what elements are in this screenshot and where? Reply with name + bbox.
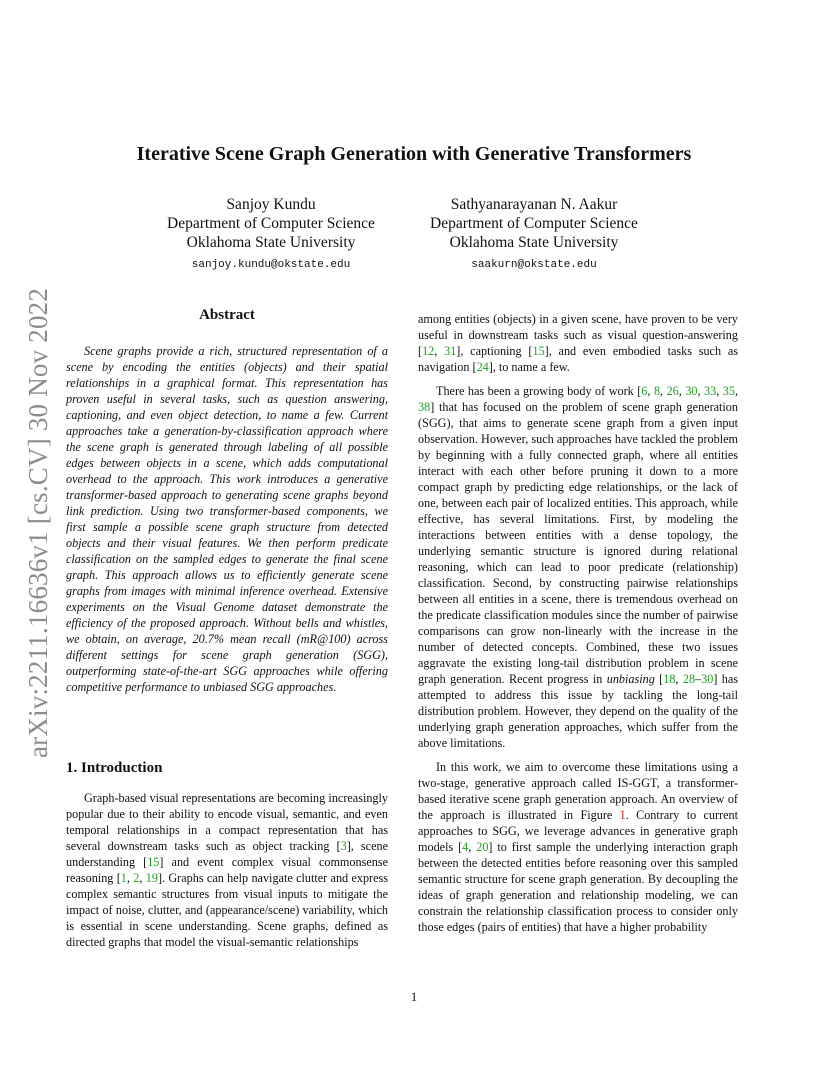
intro-paragraph-left: Graph-based visual representations are becoming increasingly popular due to their ability to encode visual, semantic, and even temporal relationships in a compact representation that has several downstream tasks such as object tracking [3], scene understanding [15] and event complex visual commonsense reasoning [1, 2, 19]. Graphs can help navigate clutter and express complex semantic structures from visual inputs to mitigate the impact of noise, clutter, and (appearance/scene) variability, which is essential in scene understanding. Scene graphs, defined as directed graphs that model the visual-semantic relationships [66, 791, 389, 949]
abstract-text: Scene graphs provide a rich, structured representation of a scene by encoding the entities (objects) and their spatial relationships in a graphical format. This representation has proven useful in several tasks, such as question answering, captioning, and even object detection, to name a few. Current approaches take a generation-by-classification approach where the scene graph is generated through labeling of all possible edges between objects in a scene, which adds computational overhead to the approach. This work introduces a generative transformer-based approach to generating scene graphs beyond link prediction. Using two transformer-based components, we first sample a possible scene graph structure from detected objects and their visual features. We then perform predicate classification on the sampled edges to generate the final scene graph. This approach allows us to efficiently generate scene graphs from images with minimal inference overhead. Extensive experiments on the Visual Genome dataset demonstrate the efficiency of the proposed approach. Without bells and whistles, we obtain, on average, 20.7% mean recall (mR@100) across different settings for scene graph generation (SGG), outperforming state-of-the-art SGG approaches while offering competitive performance to unbiased SGG approaches. [66, 344, 388, 694]
author-block-1 [131, 195, 411, 272]
right-column [418, 311, 738, 943]
author-department: Department of Computer Science [430, 215, 638, 232]
citation-link[interactable]: 2 [133, 871, 140, 885]
citation-link[interactable]: 1 [120, 871, 127, 885]
author-name: Sanjoy Kundu [226, 196, 316, 213]
citation-link[interactable]: 8 [653, 384, 661, 398]
author-email[interactable]: saakurn@okstate.edu [471, 259, 597, 271]
author-block-2 [394, 195, 674, 272]
citation-link[interactable]: 35 [722, 384, 735, 398]
author-name: Sathyanarayanan N. Aakur [450, 196, 618, 213]
citation-link[interactable]: 15 [532, 344, 545, 358]
citation-link[interactable]: 15 [147, 855, 160, 869]
citation-link[interactable]: 30 [685, 384, 698, 398]
author-department: Department of Computer Science [167, 215, 375, 232]
citation-link[interactable]: 33 [704, 384, 717, 398]
citation-link[interactable]: 30 [701, 672, 714, 686]
abstract-heading: Abstract [199, 307, 255, 323]
citation-link[interactable]: 4 [462, 840, 469, 854]
author-email[interactable]: sanjoy.kundu@okstate.edu [191, 259, 351, 271]
citation-link[interactable]: 12 [422, 344, 435, 358]
intro-paragraph: In this work, we aim to overcome these limitations using a two-stage, generative approach called IS-GGT, a transformer-based iterative scene graph generation approach. An overview of the approach is illustrated in Figure 1. Contrary to current approaches to SGG, we leverage advances in generative graph models [4, 20] to first sample the underlying interaction graph between the detected entities before reasoning over this sampled semantic structure for scene graph generation. By decoupling the ideas of graph generation and relationship modeling, we can constrain the relationship classification process to consider only those edges (pairs of entities) that have a higher probability [418, 760, 739, 934]
citation-link[interactable]: 20 [476, 840, 489, 854]
citation-link[interactable]: 3 [340, 839, 347, 853]
author-university: Oklahoma State University [186, 234, 356, 251]
intro-paragraph: There has been a growing body of work [6, 8, 26, 30, 33, 35, 38] that has focused on the problem of scene graph generation (SGG), that aims to generate scene graph from a given input observation. However, such approaches have tackled the problem by beginning with a fully connected graph, where all entities interact with each other before pruning it down to a more compact graph by predicting edge relationships, or the lack of one, between each pair of localized entities. This approach, while effective, has several limitations. First, by modeling the interactions between entities with a dense topology, the underlying semantic structure is ignored during relational reasoning, which can lead to poor predicate (relationship) classification. Second, by constructing pairwise relationships between all entities in a scene, there is tremendous overhead on the predicate classification modules since the number of pairwise comparisons can grow non-linearly with the increase in the number of detected concepts. Combined, these two issues aggravate the existing long-tail distribution problem in scene graph generation. Recent progress in unbiasing [18, 28–30] has attempted to address this issue by tackling the long-tail distribution problem. However, they depend on the quality of the underlying graph generation approaches, which suffer from the above limitations. [418, 384, 739, 750]
paper-title: Iterative Scene Graph Generation with Generative Transformers [136, 143, 692, 165]
citation-link[interactable]: 26 [666, 384, 679, 398]
introduction-heading: 1. Introduction [66, 760, 163, 776]
citation-link[interactable]: 18 [663, 672, 676, 686]
citation-link[interactable]: 6 [641, 384, 648, 398]
intro-paragraph: among entities (objects) in a given scene, have proven to be very useful in downstream tasks such as visual question-answering [12, 31], captioning [15], and even embodied tasks such as navigation [24], to name a few. [418, 312, 738, 374]
figure-reference-link[interactable]: 1 [619, 808, 626, 822]
page-number: 1 [410, 990, 418, 1004]
arxiv-stamp[interactable]: arXiv:2211.16636v1 [cs.CV] 30 Nov 2022 [23, 287, 53, 759]
citation-link[interactable]: 19 [145, 871, 158, 885]
citation-link[interactable]: 28 [682, 672, 696, 686]
author-university: Oklahoma State University [449, 234, 619, 251]
citation-link[interactable]: 31 [444, 344, 457, 358]
citation-link[interactable]: 38 [418, 400, 431, 414]
citation-link[interactable]: 24 [476, 360, 489, 374]
